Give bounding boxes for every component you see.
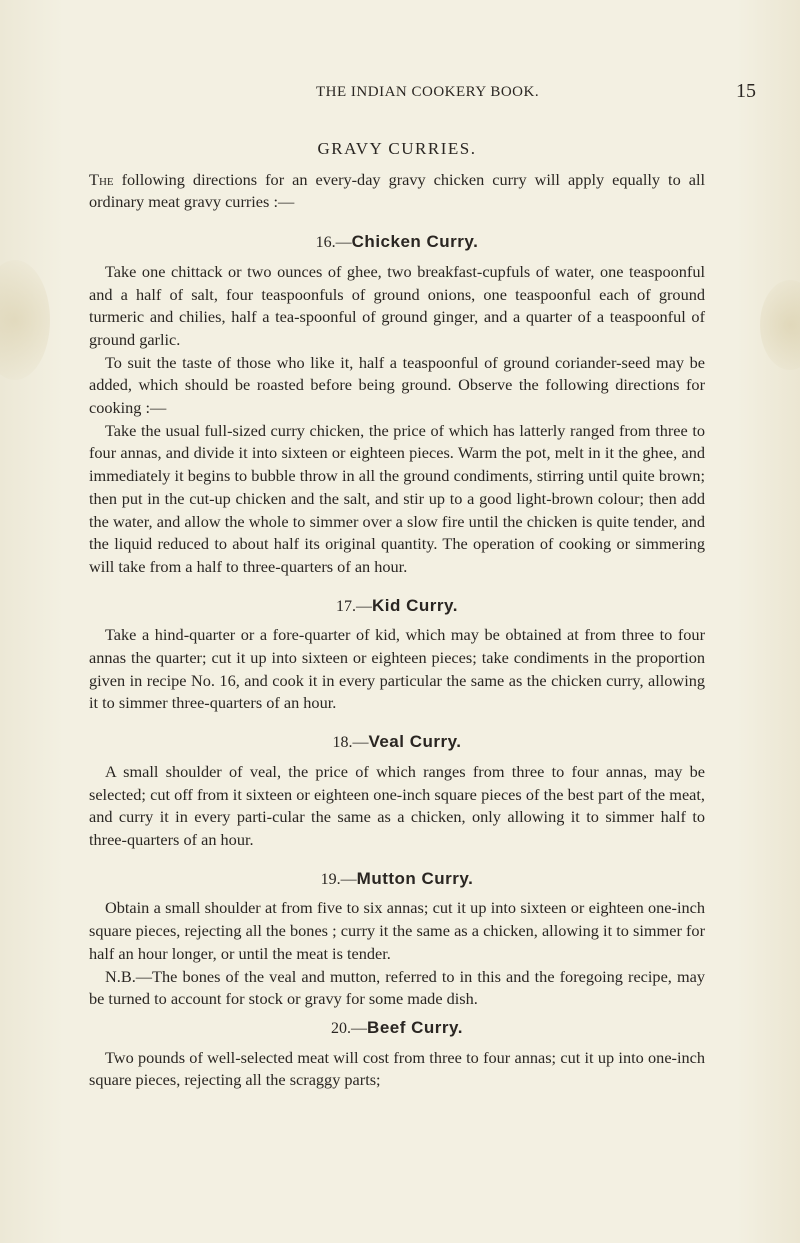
running-head [0, 80, 800, 108]
intro-lead-word: The [89, 169, 114, 189]
recipe-name: Mutton Curry. [356, 868, 474, 888]
recipe-number: 20.— [331, 1019, 368, 1037]
recipe-name: Beef Curry. [367, 1017, 463, 1037]
recipe-paragraph: Take one chittack or two ounces of ghee, two breakfast-cupfuls of water, one teaspoonful and a half of salt, four teaspoonfuls of ground onions, one teaspoonful each of ground turmeric and chilies, half a tea-spoonful of ground ginger, and a quarter of a teaspoonful of ground garlic. [89, 261, 705, 349]
recipe-name: Chicken Curry. [351, 232, 479, 252]
section-intro [89, 169, 705, 214]
page-number: 15 [736, 80, 756, 102]
recipe-16 [89, 231, 705, 579]
recipe-name: Veal Curry. [368, 732, 462, 752]
recipe-heading [89, 731, 705, 755]
recipe-number: 19.— [320, 870, 357, 888]
recipe-17 [89, 595, 705, 716]
recipe-paragraph: To suit the taste of those who like it, half a teaspoonful of ground coriander-seed may be added, which should be roasted before being ground. Observe the following directions for cooking :— [89, 352, 705, 418]
recipe-18 [89, 731, 705, 852]
paper-stain [760, 280, 800, 370]
recipe-name: Kid Curry. [372, 595, 458, 615]
recipe-number: 18.— [332, 734, 369, 752]
paper-stain [0, 260, 50, 380]
recipe-20 [89, 1017, 705, 1092]
recipe-heading [89, 1017, 705, 1041]
recipe-paragraph: Take the usual full-sized curry chicken, the price of which has latterly ranged from three to four annas, and divide it into sixteen or eighteen pieces. Warm the pot, melt in it the ghee, and immediately it begins to bubble throw in all the ground condiments, stirring until quite brown; then put in the cut-up chicken and the salt, and stir up to a good light-brown colour; then add the water, and allow the whole to simmer over a slow fire until the chicken is quite tender, and the liquid reduced to about half its original quantity. The operation of cooking or simmering will take from a half to three-quarters of an hour. [89, 420, 705, 576]
recipe-note: N.B.—The bones of the veal and mutton, referred to in this and the foregoing recipe, may be turned to account for stock or gravy for some made dish. [89, 966, 705, 1009]
running-head-title: THE INDIAN COOKERY BOOK. [316, 84, 540, 100]
intro-text: following directions for an every-day gravy chicken curry will apply equally to all ordinary meat gravy curries :— [89, 169, 705, 212]
recipe-number: 16.— [315, 234, 352, 252]
recipe-heading [89, 231, 705, 255]
recipe-paragraph: Take a hind-quarter or a fore-quarter of kid, which may be obtained at from three to four annas the quarter; cut it up into sixteen or eighteen pieces; take condiments in the proportion given in recipe No. 16, and cook it in every particular the same as the chicken curry, allowing it to simmer three-quarters of an hour. [89, 625, 705, 713]
recipe-number: 17.— [336, 597, 373, 615]
recipe-heading [89, 868, 705, 892]
recipe-paragraph: Two pounds of well-selected meat will cost from three to four annas; cut it up into one-inch square pieces, rejecting all the scraggy parts; [89, 1047, 705, 1090]
section-title: GRAVY CURRIES. [317, 139, 477, 158]
page-content [89, 138, 705, 1108]
recipe-19 [89, 868, 705, 1011]
recipe-heading [89, 595, 705, 619]
recipe-paragraph: Obtain a small shoulder at from five to six annas; cut it up into sixteen or eighteen one-inch square pieces, rejecting all the bones ; curry it the same as a chicken, allowing it to simmer for half an hour longer, or until the meat is tender. [89, 898, 705, 963]
recipe-paragraph: A small shoulder of veal, the price of which ranges from three to four annas, may be selected; cut off from it sixteen or eighteen one-inch square pieces of the best part of the meat, and curry it in every parti-cular the same as a chicken, only allowing it to simmer half to three-quarters of an hour. [89, 761, 705, 849]
